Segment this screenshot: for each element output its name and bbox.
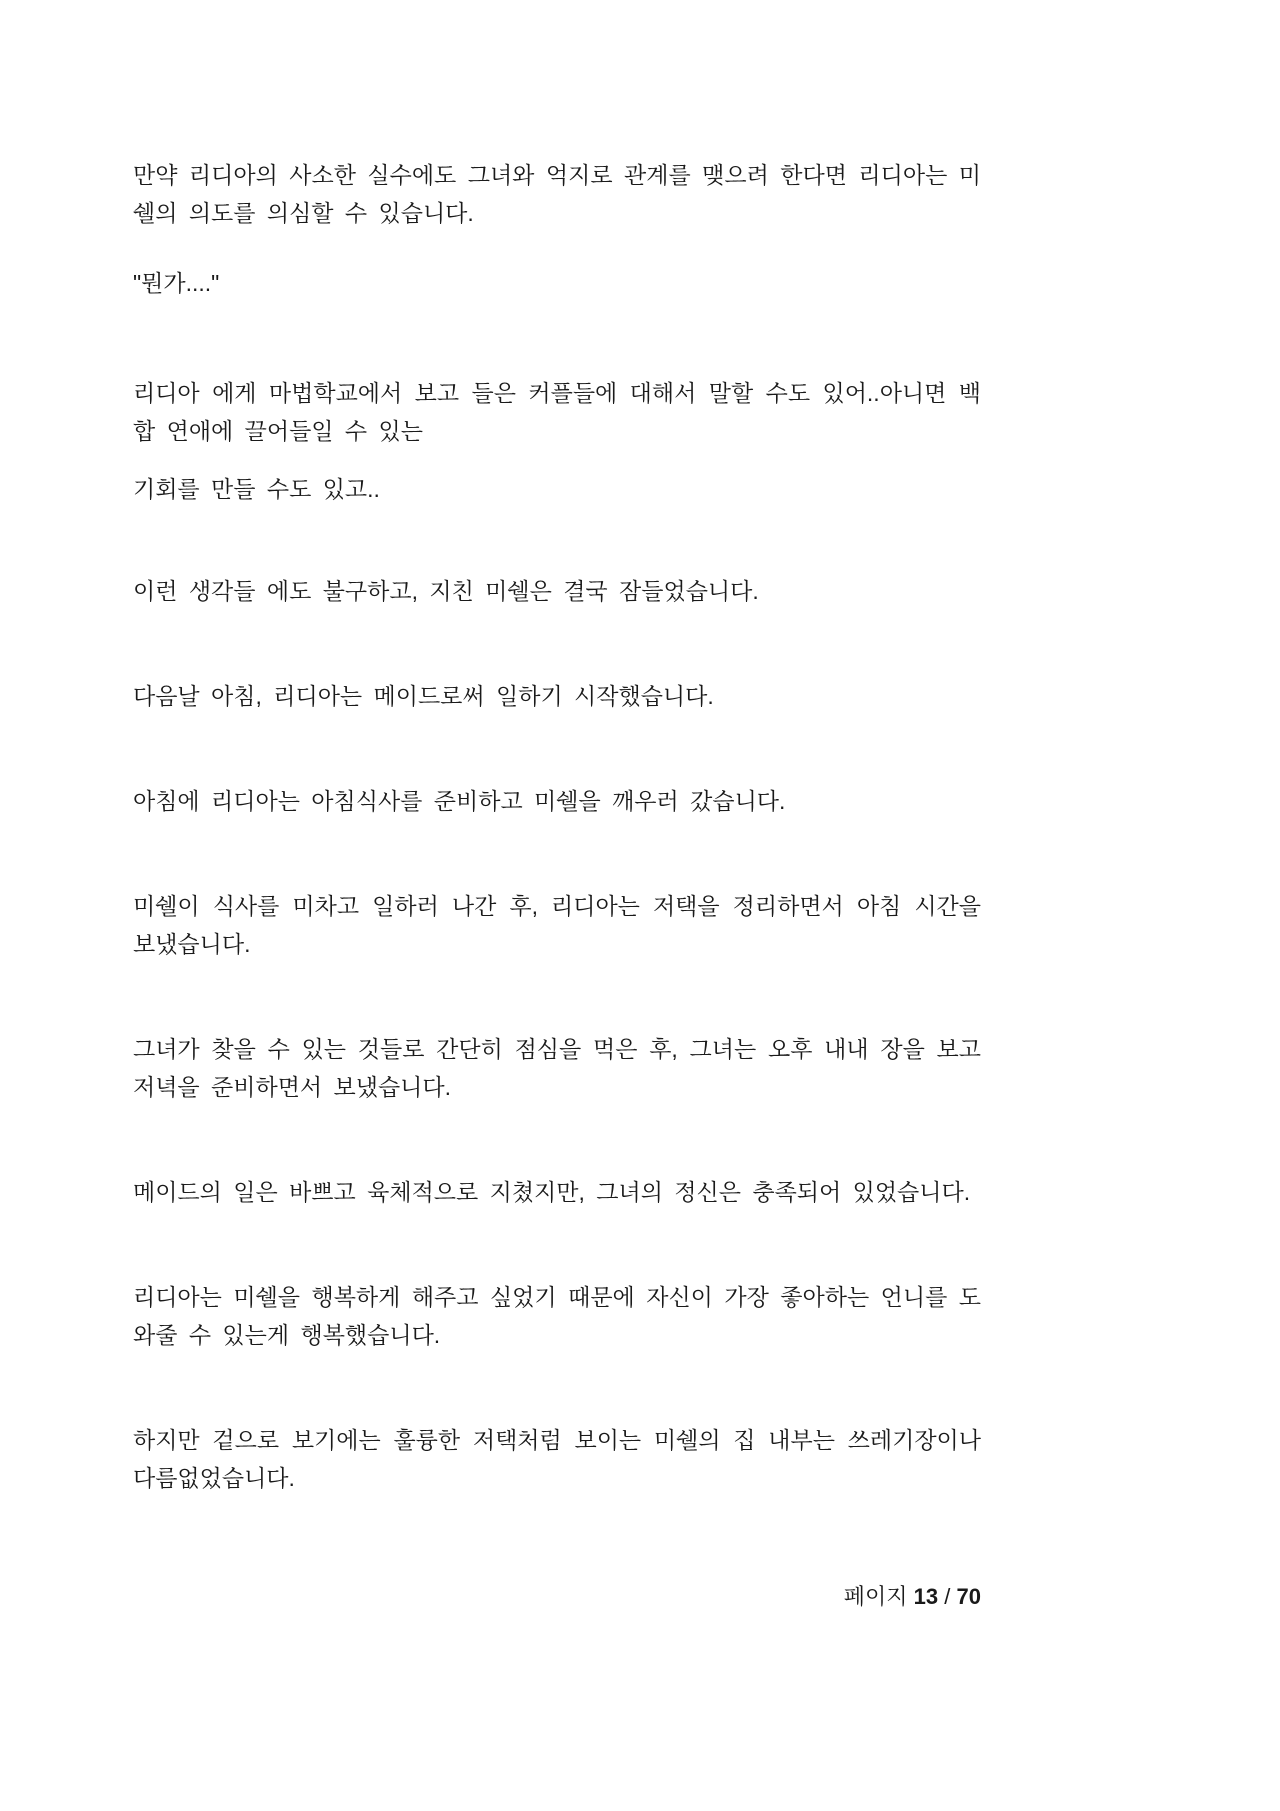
page-number-current: 13 (913, 1584, 939, 1609)
paragraph-5: 이런 생각들 에도 불구하고, 지친 미쉘은 결국 잠들었습니다. (133, 578, 759, 604)
paragraph-4: 기회를 만들 수도 있고.. (133, 476, 380, 502)
paragraph-6: 다음날 아침, 리디아는 메이드로써 일하기 시작했습니다. (133, 683, 714, 709)
paragraph-3: 리디아 에게 마법학교에서 보고 들은 커플들에 대해서 말할 수도 있어..아니면 백합 연애에 끌어들일 수 있는 (133, 380, 981, 444)
page-number-total: 70 (956, 1584, 981, 1609)
paragraph-8: 미쉘이 식사를 미차고 일하러 나간 후, 리디아는 저택을 정리하면서 아침 시간을 보냈습니다. (133, 893, 981, 957)
page-number-separator: / (944, 1584, 951, 1609)
page-footer-label: 페이지 (843, 1584, 908, 1609)
paragraph-11: 리디아는 미쉘을 행복하게 해주고 싶었기 때문에 자신이 가장 좋아하는 언니를 도와줄 수 있는게 행복했습니다. (133, 1284, 981, 1348)
paragraph-7: 아침에 리디아는 아침식사를 준비하고 미쉘을 깨우러 갔습니다. (133, 788, 786, 814)
page-footer (133, 1582, 981, 1612)
paragraph-2: "뭔가...." (133, 270, 220, 296)
paragraph-9: 그녀가 찾을 수 있는 것들로 간단히 점심을 먹은 후, 그녀는 오후 내내 장을 보고 저녁을 준비하면서 보냈습니다. (133, 1036, 981, 1100)
paragraph-12: 하지만 겉으로 보기에는 훌륭한 저택처럼 보이는 미쉘의 집 내부는 쓰레기장이나 다름없었습니다. (133, 1427, 981, 1491)
paragraph-1: 만약 리디아의 사소한 실수에도 그녀와 억지로 관계를 맺으려 한다면 리디아는 미쉘의 의도를 의심할 수 있습니다. (133, 162, 981, 226)
document-body (133, 156, 981, 1497)
paragraph-10: 메이드의 일은 바쁘고 육체적으로 지쳤지만, 그녀의 정신은 충족되어 있었습니다. (133, 1179, 971, 1205)
